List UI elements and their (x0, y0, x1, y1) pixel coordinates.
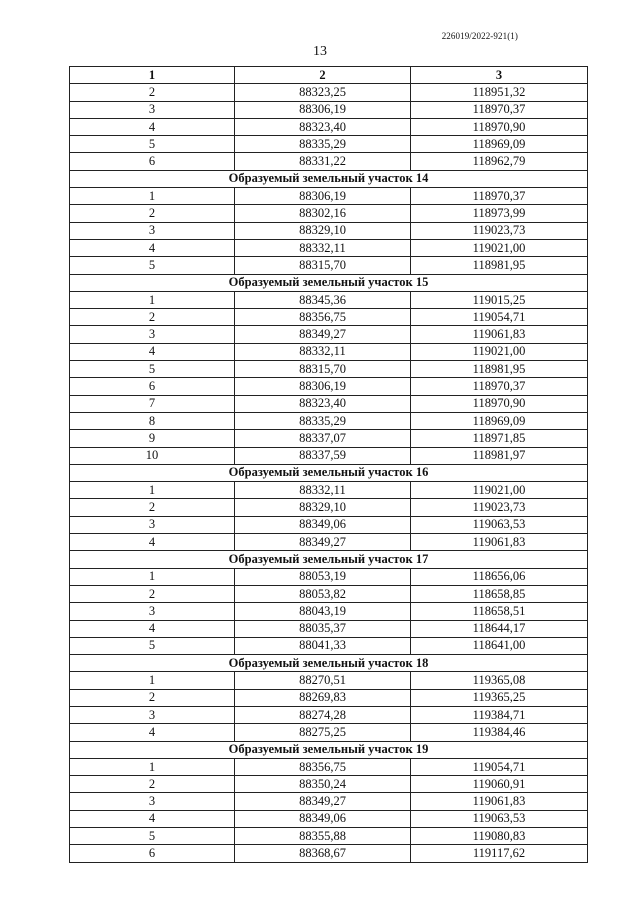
y-coordinate-cell: 119384,46 (411, 724, 588, 741)
section-title-row (70, 551, 588, 568)
table-row (70, 706, 588, 723)
y-coordinate-cell: 118962,79 (411, 153, 588, 170)
table-row (70, 239, 588, 256)
x-coordinate-cell: 88315,70 (235, 257, 411, 274)
point-number-cell: 5 (70, 828, 235, 845)
point-number-cell: 1 (70, 291, 235, 308)
table-row (70, 499, 588, 516)
table-row (70, 430, 588, 447)
y-coordinate-cell: 118970,37 (411, 101, 588, 118)
y-coordinate-cell: 119054,71 (411, 758, 588, 775)
table-row (70, 637, 588, 654)
x-coordinate-cell: 88332,11 (235, 343, 411, 360)
x-coordinate-cell: 88335,29 (235, 136, 411, 153)
x-coordinate-cell: 88335,29 (235, 412, 411, 429)
point-number-cell: 4 (70, 810, 235, 827)
point-number-cell: 2 (70, 309, 235, 326)
y-coordinate-cell: 119023,73 (411, 499, 588, 516)
point-number-cell: 2 (70, 205, 235, 222)
point-number-cell: 6 (70, 378, 235, 395)
point-number-cell: 5 (70, 361, 235, 378)
y-coordinate-cell: 119021,00 (411, 482, 588, 499)
column-header-2: 2 (235, 67, 411, 84)
x-coordinate-cell: 88355,88 (235, 828, 411, 845)
table-row (70, 758, 588, 775)
y-coordinate-cell: 118970,90 (411, 395, 588, 412)
table-row (70, 257, 588, 274)
table-row (70, 118, 588, 135)
section-title: Образуемый земельный участок 19 (70, 741, 588, 758)
point-number-cell: 3 (70, 793, 235, 810)
point-number-cell: 4 (70, 620, 235, 637)
x-coordinate-cell: 88331,22 (235, 153, 411, 170)
y-coordinate-cell: 119061,83 (411, 534, 588, 551)
x-coordinate-cell: 88323,40 (235, 395, 411, 412)
x-coordinate-cell: 88356,75 (235, 309, 411, 326)
point-number-cell: 4 (70, 343, 235, 360)
y-coordinate-cell: 118971,85 (411, 430, 588, 447)
point-number-cell: 3 (70, 516, 235, 533)
x-coordinate-cell: 88323,25 (235, 84, 411, 101)
table-row (70, 343, 588, 360)
table-row (70, 361, 588, 378)
x-coordinate-cell: 88332,11 (235, 239, 411, 256)
x-coordinate-cell: 88302,16 (235, 205, 411, 222)
table-row (70, 309, 588, 326)
y-coordinate-cell: 118641,00 (411, 637, 588, 654)
y-coordinate-cell: 118656,06 (411, 568, 588, 585)
point-number-cell: 5 (70, 637, 235, 654)
table-row (70, 84, 588, 101)
x-coordinate-cell: 88041,33 (235, 637, 411, 654)
section-title-row (70, 464, 588, 481)
x-coordinate-cell: 88329,10 (235, 499, 411, 516)
table-row (70, 188, 588, 205)
section-title: Образуемый земельный участок 18 (70, 655, 588, 672)
point-number-cell: 1 (70, 188, 235, 205)
point-number-cell: 1 (70, 482, 235, 499)
point-number-cell: 2 (70, 689, 235, 706)
x-coordinate-cell: 88274,28 (235, 706, 411, 723)
y-coordinate-cell: 119117,62 (411, 845, 588, 862)
table-row (70, 810, 588, 827)
x-coordinate-cell: 88350,24 (235, 776, 411, 793)
point-number-cell: 2 (70, 499, 235, 516)
x-coordinate-cell: 88349,27 (235, 534, 411, 551)
x-coordinate-cell: 88323,40 (235, 118, 411, 135)
table-row (70, 568, 588, 585)
table-row (70, 447, 588, 464)
point-number-cell: 8 (70, 412, 235, 429)
coordinates-table (69, 66, 588, 863)
x-coordinate-cell: 88306,19 (235, 188, 411, 205)
y-coordinate-cell: 118658,51 (411, 603, 588, 620)
x-coordinate-cell: 88269,83 (235, 689, 411, 706)
table-row (70, 845, 588, 862)
y-coordinate-cell: 118981,95 (411, 361, 588, 378)
x-coordinate-cell: 88315,70 (235, 361, 411, 378)
table-row (70, 482, 588, 499)
x-coordinate-cell: 88345,36 (235, 291, 411, 308)
x-coordinate-cell: 88349,06 (235, 810, 411, 827)
column-header-1: 1 (70, 67, 235, 84)
section-title-row (70, 741, 588, 758)
point-number-cell: 5 (70, 257, 235, 274)
x-coordinate-cell: 88337,59 (235, 447, 411, 464)
section-title: Образуемый земельный участок 16 (70, 464, 588, 481)
point-number-cell: 9 (70, 430, 235, 447)
y-coordinate-cell: 118970,37 (411, 378, 588, 395)
table-row (70, 222, 588, 239)
table-row (70, 378, 588, 395)
table-row (70, 136, 588, 153)
x-coordinate-cell: 88053,82 (235, 585, 411, 602)
table-row (70, 291, 588, 308)
point-number-cell: 3 (70, 326, 235, 343)
point-number-cell: 6 (70, 845, 235, 862)
page-number: 13 (313, 44, 327, 59)
x-coordinate-cell: 88356,75 (235, 758, 411, 775)
point-number-cell: 6 (70, 153, 235, 170)
coordinates-table-body (70, 67, 588, 863)
x-coordinate-cell: 88275,25 (235, 724, 411, 741)
section-title-row (70, 655, 588, 672)
y-coordinate-cell: 118644,17 (411, 620, 588, 637)
y-coordinate-cell: 119365,25 (411, 689, 588, 706)
table-row (70, 620, 588, 637)
x-coordinate-cell: 88349,27 (235, 326, 411, 343)
table-row (70, 603, 588, 620)
point-number-cell: 1 (70, 758, 235, 775)
section-title: Образуемый земельный участок 14 (70, 170, 588, 187)
y-coordinate-cell: 119060,91 (411, 776, 588, 793)
section-title-row (70, 170, 588, 187)
y-coordinate-cell: 118981,97 (411, 447, 588, 464)
y-coordinate-cell: 118981,95 (411, 257, 588, 274)
point-number-cell: 5 (70, 136, 235, 153)
point-number-cell: 3 (70, 603, 235, 620)
x-coordinate-cell: 88368,67 (235, 845, 411, 862)
x-coordinate-cell: 88349,27 (235, 793, 411, 810)
point-number-cell: 3 (70, 222, 235, 239)
y-coordinate-cell: 119021,00 (411, 343, 588, 360)
x-coordinate-cell: 88043,19 (235, 603, 411, 620)
y-coordinate-cell: 119015,25 (411, 291, 588, 308)
y-coordinate-cell: 119021,00 (411, 239, 588, 256)
point-number-cell: 4 (70, 724, 235, 741)
x-coordinate-cell: 88337,07 (235, 430, 411, 447)
y-coordinate-cell: 119061,83 (411, 326, 588, 343)
column-header-3: 3 (411, 67, 588, 84)
y-coordinate-cell: 119063,53 (411, 516, 588, 533)
table-row (70, 516, 588, 533)
x-coordinate-cell: 88270,51 (235, 672, 411, 689)
x-coordinate-cell: 88306,19 (235, 378, 411, 395)
section-title: Образуемый земельный участок 17 (70, 551, 588, 568)
table-row (70, 205, 588, 222)
x-coordinate-cell: 88332,11 (235, 482, 411, 499)
point-number-cell: 2 (70, 585, 235, 602)
point-number-cell: 1 (70, 672, 235, 689)
point-number-cell: 3 (70, 101, 235, 118)
point-number-cell: 7 (70, 395, 235, 412)
y-coordinate-cell: 118970,90 (411, 118, 588, 135)
table-row (70, 101, 588, 118)
table-row (70, 153, 588, 170)
y-coordinate-cell: 118658,85 (411, 585, 588, 602)
section-title-row (70, 274, 588, 291)
y-coordinate-cell: 119384,71 (411, 706, 588, 723)
table-row (70, 689, 588, 706)
table-header-row (70, 67, 588, 84)
table-row (70, 412, 588, 429)
table-row (70, 395, 588, 412)
table-row (70, 828, 588, 845)
y-coordinate-cell: 119063,53 (411, 810, 588, 827)
y-coordinate-cell: 119061,83 (411, 793, 588, 810)
y-coordinate-cell: 119054,71 (411, 309, 588, 326)
point-number-cell: 4 (70, 534, 235, 551)
section-title: Образуемый земельный участок 15 (70, 274, 588, 291)
point-number-cell: 3 (70, 706, 235, 723)
point-number-cell: 1 (70, 568, 235, 585)
table-row (70, 585, 588, 602)
x-coordinate-cell: 88349,06 (235, 516, 411, 533)
table-row (70, 776, 588, 793)
y-coordinate-cell: 119365,08 (411, 672, 588, 689)
table-row (70, 534, 588, 551)
table-row (70, 672, 588, 689)
y-coordinate-cell: 118951,32 (411, 84, 588, 101)
y-coordinate-cell: 118973,99 (411, 205, 588, 222)
x-coordinate-cell: 88306,19 (235, 101, 411, 118)
table-row (70, 793, 588, 810)
x-coordinate-cell: 88329,10 (235, 222, 411, 239)
y-coordinate-cell: 118970,37 (411, 188, 588, 205)
point-number-cell: 2 (70, 776, 235, 793)
table-row (70, 724, 588, 741)
point-number-cell: 4 (70, 239, 235, 256)
y-coordinate-cell: 119080,83 (411, 828, 588, 845)
point-number-cell: 10 (70, 447, 235, 464)
point-number-cell: 4 (70, 118, 235, 135)
document-number: 226019/2022-921(1) (441, 31, 518, 41)
point-number-cell: 2 (70, 84, 235, 101)
x-coordinate-cell: 88053,19 (235, 568, 411, 585)
table-row (70, 326, 588, 343)
x-coordinate-cell: 88035,37 (235, 620, 411, 637)
y-coordinate-cell: 118969,09 (411, 136, 588, 153)
y-coordinate-cell: 119023,73 (411, 222, 588, 239)
y-coordinate-cell: 118969,09 (411, 412, 588, 429)
